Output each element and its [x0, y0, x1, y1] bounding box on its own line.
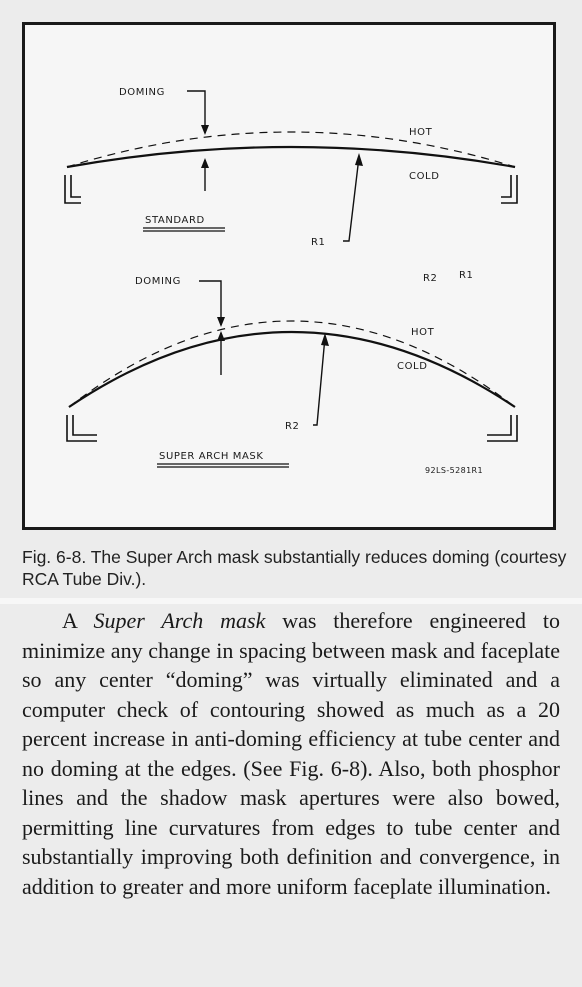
- paragraph-lead-prefix: A: [62, 608, 94, 633]
- figure-frame: [22, 22, 556, 530]
- legend-r2-label: R2: [423, 273, 438, 284]
- superarch-hot-curve: [69, 321, 515, 407]
- superarch-cold-label: COLD: [397, 361, 428, 372]
- standard-doming-arrow-down: [201, 125, 209, 135]
- standard-cold-label: COLD: [409, 171, 440, 182]
- figure-caption: Fig. 6-8. The Super Arch mask substantially reduces doming (courtesy RCA Tube Div.).: [22, 547, 567, 589]
- standard-radius-label: R1: [311, 237, 326, 248]
- standard-hot-curve: [67, 132, 515, 167]
- superarch-doming-arrow-up: [217, 331, 225, 341]
- standard-hot-label: HOT: [409, 127, 433, 138]
- superarch-right-bracket: [487, 415, 517, 441]
- paragraph-rest: was therefore engineered to minimize any change in spacing between mask and faceplate so any center “doming” was virtually eliminated and a computer check of contouring showed as much as a 20 percent increase in anti-doming efficiency at tube center and no doming at the edges. (See Fig. 6-8). Also, both phosphor lines and the shadow mask apertures were also bowed, permitting line curvatures from edges to tube center and substantially improving both definition and convergence, in addition to greater and more uniform faceplate illumination.: [22, 608, 560, 899]
- superarch-doming-arrow-down: [217, 317, 225, 327]
- standard-doming-arrow-up: [201, 158, 209, 168]
- doming-diagram: [25, 25, 553, 527]
- section-divider: [0, 598, 582, 604]
- superarch-cold-curve: [69, 332, 515, 407]
- paragraph-lead-italic: Super Arch mask: [93, 608, 266, 633]
- standard-name-label: STANDARD: [145, 215, 205, 226]
- superarch-name-label: SUPER ARCH MASK: [159, 451, 264, 462]
- standard-right-bracket: [501, 175, 517, 203]
- superarch-hot-label: HOT: [411, 327, 435, 338]
- legend-r1-label: R1: [459, 270, 474, 281]
- standard-radius-leader: [343, 157, 359, 241]
- standard-left-bracket: [65, 175, 81, 203]
- drawing-number: 92LS-5281R1: [425, 466, 484, 475]
- superarch-radius-label: R2: [285, 421, 300, 432]
- standard-doming-label: DOMING: [119, 87, 165, 98]
- standard-radius-arrow: [355, 153, 363, 166]
- body-paragraph: [22, 606, 560, 901]
- superarch-doming-label: DOMING: [135, 276, 181, 287]
- superarch-radius-leader: [313, 337, 325, 425]
- standard-cold-curve: [67, 147, 515, 167]
- superarch-left-bracket: [67, 415, 97, 441]
